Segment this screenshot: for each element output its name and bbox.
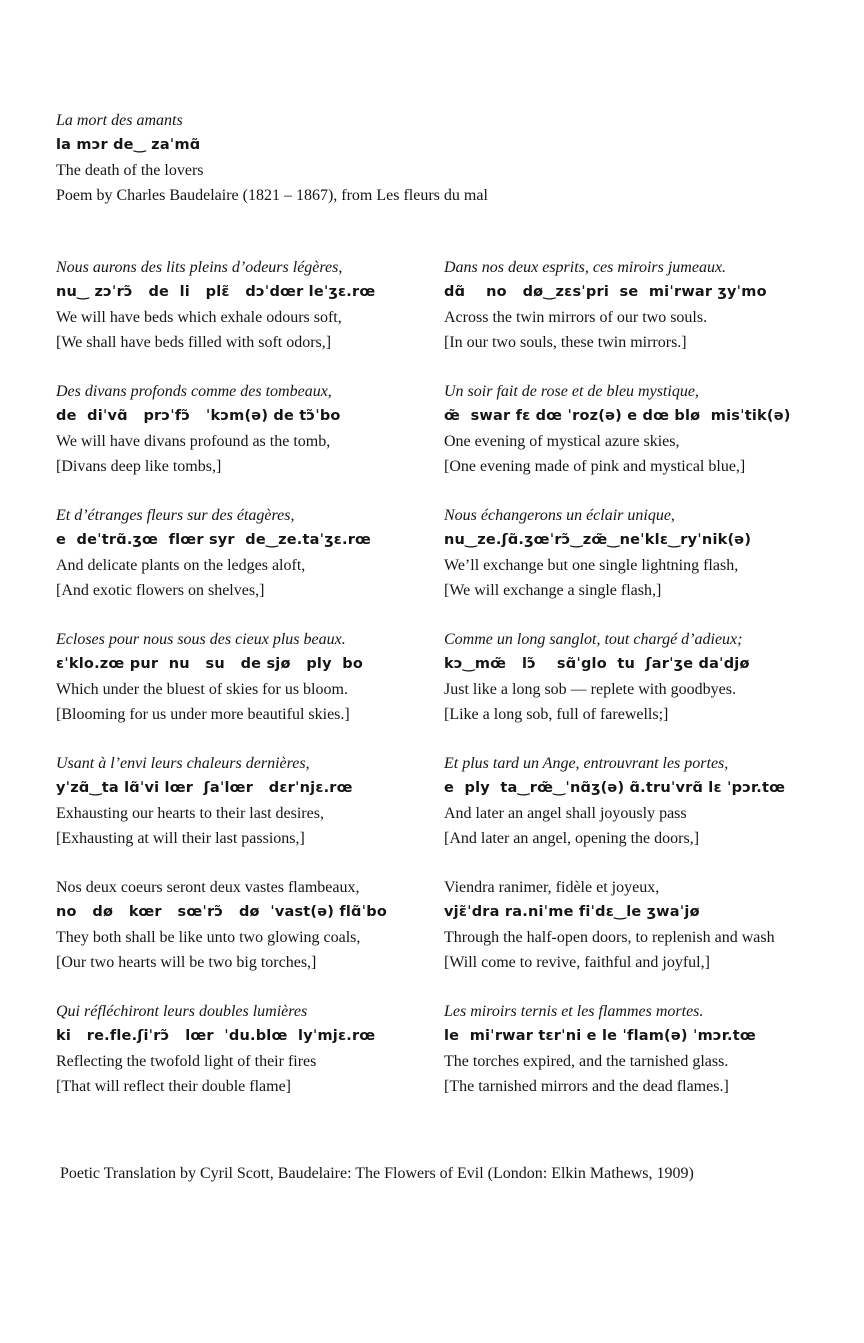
stanza-right-3 xyxy=(444,503,824,603)
poetic-line: [The tarnished mirrors and the dead flames.] xyxy=(444,1078,729,1095)
ipa-line: yˈzɑ̃‿ta lɑ̃ˈvi lœr ʃaˈlœr dɛrˈnjɛ.rœ xyxy=(56,780,353,796)
poetic-line: [One evening made of pink and mystical blue,] xyxy=(444,458,746,475)
ipa-line: e deˈtrɑ̃.ʒœ flœr syr de‿ze.taˈʒɛ.rœ xyxy=(56,532,372,548)
french-line: Et plus tard un Ange, entrouvrant les portes, xyxy=(444,755,729,772)
english-line: And later an angel shall joyously pass xyxy=(444,805,687,822)
poetic-line: [Exhausting at will their last passions,] xyxy=(56,830,305,847)
ipa-line: ki re.fle.ʃiˈrɔ̃ lœr ˈdu.blœ lyˈmjɛ.rœ xyxy=(56,1028,376,1044)
poetic-line: [Will come to revive, faithful and joyful,] xyxy=(444,954,710,971)
french-line: Les miroirs ternis et les flammes mortes. xyxy=(444,1003,704,1020)
french-line: Nos deux coeurs seront deux vastes flambeaux, xyxy=(56,879,360,896)
ipa-line: kɔ‿mœ̃ lɔ̃ sɑ̃ˈglo tu ʃarˈʒe daˈdjø xyxy=(444,656,750,672)
stanza-right-5 xyxy=(444,751,824,851)
french-line: Nous échangerons un éclair unique, xyxy=(444,507,675,524)
english-line: Which under the bluest of skies for us bloom. xyxy=(56,681,348,698)
english-line: Just like a long sob — replete with goodbyes. xyxy=(444,681,736,698)
poetic-line: [Like a long sob, full of farewells;] xyxy=(444,706,669,723)
english-line: And delicate plants on the ledges aloft, xyxy=(56,557,306,574)
left-column xyxy=(56,255,444,1123)
stanza-right-4 xyxy=(444,627,824,727)
ipa-line: nu‿ze.ʃɑ̃.ʒœˈrɔ̃‿zœ̃‿neˈklɛ‿ryˈnik(ə) xyxy=(444,532,752,548)
right-column xyxy=(444,255,824,1123)
english-line: They both shall be like unto two glowing coals, xyxy=(56,929,361,946)
translation-credit: Poetic Translation by Cyril Scott, Baudelaire: The Flowers of Evil (London: Elkin Mathews, 1909) xyxy=(60,1165,694,1182)
english-line: Across the twin mirrors of our two souls. xyxy=(444,309,708,326)
page-footer xyxy=(56,1161,824,1186)
french-line: Un soir fait de rose et de bleu mystique, xyxy=(444,383,699,400)
english-line: We will have beds which exhale odours soft, xyxy=(56,309,342,326)
stanza-right-6 xyxy=(444,875,824,975)
poetic-line: [And later an angel, opening the doors,] xyxy=(444,830,700,847)
ipa-line: dɑ̃ no dø‿zɛsˈpri se miˈrwar ʒyˈmo xyxy=(444,284,767,300)
stanza-left-4 xyxy=(56,627,444,727)
poem-title-ipa: la mɔr de‿ zaˈmɑ̃ xyxy=(56,137,201,153)
stanza-left-5 xyxy=(56,751,444,851)
stanza-columns xyxy=(56,255,824,1123)
english-line: We’ll exchange but one single lightning flash, xyxy=(444,557,739,574)
french-line: Et d’étranges fleurs sur des étagères, xyxy=(56,507,295,524)
stanza-left-2 xyxy=(56,379,444,479)
ipa-line: no dø kœr sœˈrɔ̃ dø ˈvast(ə) flɑ̃ˈbo xyxy=(56,904,388,920)
poem-attribution: Poem by Charles Baudelaire (1821 – 1867), from Les fleurs du mal xyxy=(56,187,488,204)
english-line: Reflecting the twofold light of their fires xyxy=(56,1053,317,1070)
poetic-line: [We will exchange a single flash,] xyxy=(444,582,662,599)
stanza-left-3 xyxy=(56,503,444,603)
poetic-line: [Divans deep like tombs,] xyxy=(56,458,222,475)
english-line: We will have divans profound as the tomb, xyxy=(56,433,331,450)
stanza-right-2 xyxy=(444,379,824,479)
french-line: Usant à l’envi leurs chaleurs dernières, xyxy=(56,755,310,772)
poetic-line: [And exotic flowers on shelves,] xyxy=(56,582,265,599)
french-line: Des divans profonds comme des tombeaux, xyxy=(56,383,332,400)
poem-title-english: The death of the lovers xyxy=(56,162,204,179)
poetic-line: [Blooming for us under more beautiful skies.] xyxy=(56,706,350,723)
stanza-right-7 xyxy=(444,999,824,1099)
english-line: Through the half-open doors, to replenish and wash xyxy=(444,929,775,946)
poem-header xyxy=(56,108,824,208)
poem-title-french: La mort des amants xyxy=(56,112,183,129)
stanza-left-1 xyxy=(56,255,444,355)
stanza-left-6 xyxy=(56,875,444,975)
french-line: Dans nos deux esprits, ces miroirs jumeaux. xyxy=(444,259,727,276)
ipa-line: de diˈvɑ̃ prɔˈfɔ̃ ˈkɔm(ə) de tɔ̃ˈbo xyxy=(56,408,341,424)
french-line: Comme un long sanglot, tout chargé d’adieux; xyxy=(444,631,743,648)
ipa-line: vjɛ̃ˈdra ra.niˈme fiˈdɛ‿le ʒwaˈjø xyxy=(444,904,700,920)
ipa-line: nu‿ zɔˈrɔ̃ de li plɛ̃ dɔˈdœr leˈʒɛ.rœ xyxy=(56,284,376,300)
french-line: Qui réfléchiront leurs doubles lumières xyxy=(56,1003,308,1020)
ipa-line: le miˈrwar tɛrˈni e le ˈflam(ə) ˈmɔr.tœ xyxy=(444,1028,756,1044)
ipa-line: ɛˈklo.zœ pur nu su de sjø ply bo xyxy=(56,656,363,672)
ipa-line: œ̃ swar fɛ dœ ˈroz(ə) e dœ blø misˈtik(ə) xyxy=(444,408,791,424)
english-line: The torches expired, and the tarnished glass. xyxy=(444,1053,729,1070)
french-line: Viendra ranimer, fidèle et joyeux, xyxy=(444,879,660,896)
stanza-left-7 xyxy=(56,999,444,1099)
ipa-line: e ply ta‿rœ̃‿ˈnɑ̃ʒ(ə) ɑ̃.truˈvrɑ̃ lɛ ˈpɔr.tœ xyxy=(444,780,786,796)
english-line: One evening of mystical azure skies, xyxy=(444,433,680,450)
french-line: Ecloses pour nous sous des cieux plus beaux. xyxy=(56,631,346,648)
poetic-line: [Our two hearts will be two big torches,] xyxy=(56,954,317,971)
poetic-line: [In our two souls, these twin mirrors.] xyxy=(444,334,687,351)
poetic-line: [We shall have beds filled with soft odors,] xyxy=(56,334,332,351)
poetic-line: [That will reflect their double flame] xyxy=(56,1078,292,1095)
english-line: Exhausting our hearts to their last desires, xyxy=(56,805,324,822)
stanza-right-1 xyxy=(444,255,824,355)
french-line: Nous aurons des lits pleins d’odeurs légères, xyxy=(56,259,343,276)
